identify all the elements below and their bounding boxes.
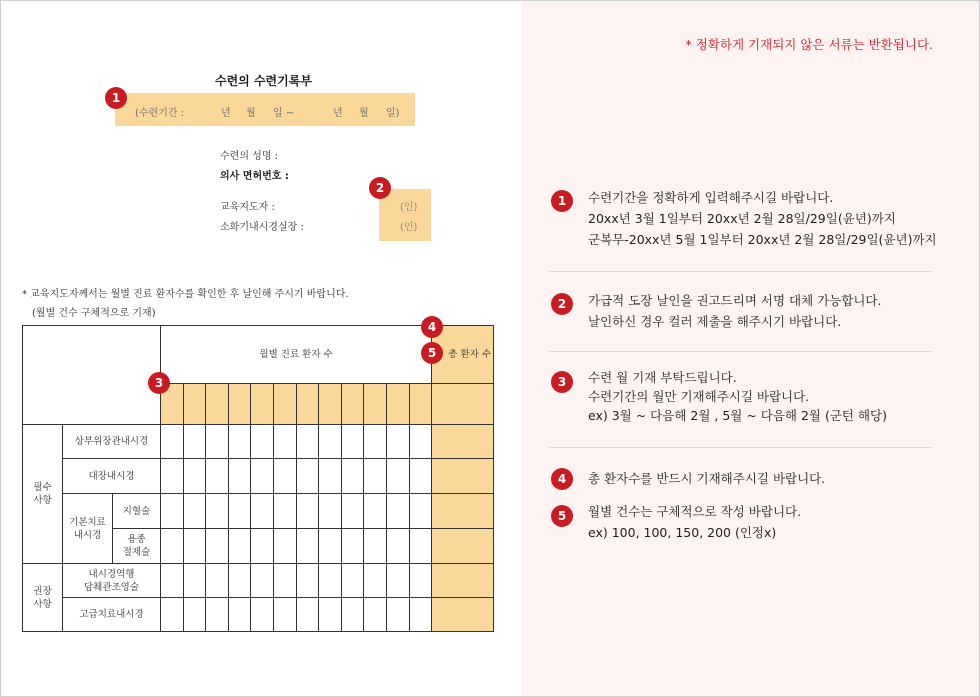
guide-marker-1: 1 — [551, 190, 573, 212]
guide-2-line-2: 날인하신 경우 컬러 제출을 해주시기 바랍니다. — [588, 314, 842, 329]
trainee-name-label: 수련의 성명 : — [220, 151, 279, 162]
period-year-start: 년 — [221, 108, 231, 119]
divider — [549, 447, 932, 448]
marker-1: 1 — [105, 87, 127, 109]
total-cell[interactable] — [432, 529, 494, 564]
period-day-start: 일 ~ — [273, 108, 295, 119]
endoscopy-chief-label: 소화기내시경실장 : — [220, 222, 304, 233]
guide-marker-5: 5 — [551, 505, 573, 527]
divider — [549, 351, 932, 352]
total-cell[interactable] — [432, 425, 494, 459]
period-month-end: 월 — [359, 108, 369, 119]
guide-marker-3: 3 — [551, 371, 573, 393]
total-header: 총 환자 수 — [432, 326, 494, 384]
supervisor-label: 교육지도자 : — [220, 202, 275, 213]
row-label-advanced-therapy: 고급치료내시경 — [63, 598, 161, 632]
guide-3-line-2: 수련기간의 월만 기재해주시길 바랍니다. — [588, 389, 810, 404]
guide-3-line-1: 수련 월 기재 부탁드립니다. — [588, 370, 737, 385]
guide-item-5 — [551, 501, 931, 543]
guide-marker-2: 2 — [551, 293, 573, 315]
guide-1-line-3: 군복무-20xx년 5월 1일부터 20xx년 2월 28일/29일(윤년)까지 — [588, 232, 937, 247]
guide-1-line-2: 20xx년 3월 1일부터 20xx년 2월 28일/29일(윤년)까지 — [588, 211, 896, 226]
month-cell[interactable] — [206, 384, 229, 425]
guide-2-line-1: 가급적 도장 날인을 권고드리며 서명 대체 가능합니다. — [588, 293, 882, 308]
month-cell[interactable] — [228, 384, 251, 425]
row-label-polypectomy: 용종 절제술 — [113, 529, 161, 564]
guide-1-line-1: 수련기간을 정확하게 입력해주시길 바랍니다. — [588, 190, 834, 205]
table-row — [23, 598, 494, 632]
divider — [549, 271, 932, 272]
period-year-end: 년 — [333, 108, 343, 119]
guide-5-line-2: ex) 100, 100, 150, 200 (인정x) — [588, 525, 777, 540]
guide-item-3 — [551, 368, 931, 425]
instruction-subtext: (월별 건수 구체적으로 기재) — [32, 308, 156, 319]
marker-2: 2 — [369, 177, 391, 199]
form-title: 수련의 수련기록부 — [215, 74, 312, 88]
patient-count-table — [22, 325, 494, 632]
marker-5: 5 — [421, 342, 443, 364]
month-cell[interactable] — [183, 384, 206, 425]
monthly-header: 월별 진료 환자 수 — [161, 326, 432, 384]
chief-seal: (인) — [400, 222, 418, 233]
row-label-upper-gi: 상부위장관내시경 — [63, 425, 161, 459]
guide-item-1 — [551, 187, 937, 250]
total-cell[interactable] — [432, 564, 494, 598]
period-label: (수련기간 : — [135, 108, 185, 119]
guide-marker-4: 4 — [551, 468, 573, 490]
table-corner — [23, 326, 161, 425]
month-cell[interactable] — [319, 384, 342, 425]
marker-4: 4 — [421, 316, 443, 338]
return-notice: * 정확하게 기재되지 않은 서류는 반환됩니다. — [685, 37, 933, 52]
month-cell[interactable] — [251, 384, 274, 425]
guide-3-line-3: ex) 3월 ~ 다음해 2월 , 5월 ~ 다음해 2월 (군턴 해당) — [588, 408, 887, 423]
instruction-text: * 교육지도자께서는 월별 진료 환자수를 확인한 후 날인해 주시기 바랍니다. — [22, 289, 349, 300]
total-cell[interactable] — [432, 459, 494, 494]
month-cell[interactable] — [364, 384, 387, 425]
month-cell[interactable] — [386, 384, 409, 425]
guide-item-4 — [551, 468, 931, 489]
row-group-basic-therapy: 기본치료 내시경 — [63, 494, 113, 564]
table-row — [23, 459, 494, 494]
guide-4-line-1: 총 환자수를 반드시 기재해주시길 바랍니다. — [588, 471, 826, 486]
table-row — [23, 425, 494, 459]
category-required: 필수 사항 — [23, 425, 63, 564]
seal-highlight — [379, 189, 431, 241]
guide-5-line-1: 월별 건수는 구체적으로 작성 바랍니다. — [588, 504, 802, 519]
month-cell[interactable] — [341, 384, 364, 425]
period-day-end: 일) — [386, 108, 400, 119]
month-cell[interactable] — [296, 384, 319, 425]
total-cell[interactable] — [432, 384, 494, 425]
row-label-hemostasis: 지혈술 — [113, 494, 161, 529]
row-label-ercp: 내시경역행 담췌관조영술 — [63, 564, 161, 598]
month-cell[interactable] — [409, 384, 432, 425]
marker-3: 3 — [148, 372, 170, 394]
row-label-colonoscopy: 대장내시경 — [63, 459, 161, 494]
total-cell[interactable] — [432, 494, 494, 529]
table-row — [23, 494, 494, 529]
category-recommended: 권장 사항 — [23, 564, 63, 632]
guide-panel — [521, 1, 979, 696]
period-month-start: 월 — [246, 108, 256, 119]
guide-item-2 — [551, 290, 931, 332]
table-row — [23, 564, 494, 598]
total-cell[interactable] — [432, 598, 494, 632]
month-cell[interactable] — [273, 384, 296, 425]
license-number-label: 의사 면허번호 : — [220, 171, 289, 182]
supervisor-seal: (인) — [400, 202, 418, 213]
